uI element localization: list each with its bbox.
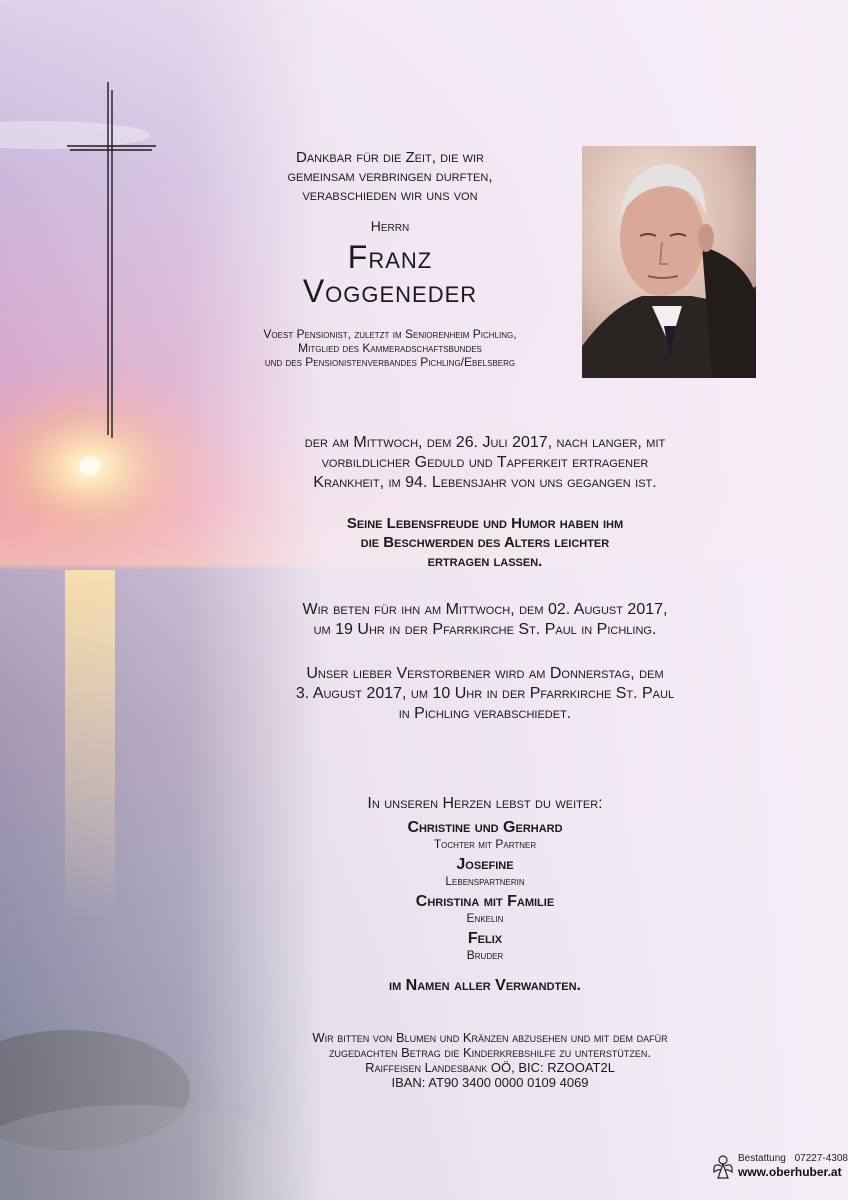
mourner-name: Felix bbox=[467, 930, 503, 947]
prayer-notice bbox=[220, 600, 750, 640]
hearts-line: In unseren Herzen lebst du weiter: bbox=[367, 795, 603, 812]
salutation: Herrn bbox=[370, 218, 410, 234]
tribute-line: die Beschwerden des Alters leichter bbox=[360, 534, 610, 551]
angel-logo-icon bbox=[712, 1154, 734, 1180]
logo-top-line bbox=[738, 1153, 848, 1164]
mourner-entry bbox=[290, 818, 680, 852]
footer-line: Wir bitten von Blumen und Kränzen abzusehen und mit dem dafür bbox=[312, 1030, 668, 1045]
footer-line: IBAN: AT90 3400 0000 0109 4069 bbox=[391, 1075, 589, 1090]
logo-company: Bestattung bbox=[738, 1153, 786, 1164]
mourner-entry bbox=[290, 929, 680, 963]
death-notice bbox=[240, 433, 730, 493]
mourner-relation: Lebenspartnerin bbox=[445, 874, 525, 888]
mourners-list bbox=[290, 818, 680, 966]
funeral-home-logo bbox=[712, 1152, 848, 1182]
footer-line: zugedachten Betrag die Kinderkrebshilfe zu unterstützen. bbox=[328, 1045, 652, 1060]
bio-line: und des Pensionistenverbandes Pichling/Ebelsberg bbox=[264, 355, 516, 369]
mourner-name: Christine und Gerhard bbox=[407, 819, 563, 836]
logo-website: www.oberhuber.at bbox=[738, 1165, 842, 1179]
tribute-line: Seine Lebensfreude und Humor haben ihm bbox=[346, 515, 624, 532]
donation-footer bbox=[220, 1030, 760, 1090]
intro-line: verabschieden wir uns von bbox=[302, 187, 478, 204]
intro-text bbox=[240, 148, 540, 205]
death-notice-line: vorbildlicher Geduld und Tapferkeit ertragener bbox=[321, 454, 649, 471]
portrait-photo bbox=[582, 146, 756, 378]
tribute-line: ertragen lassen. bbox=[427, 553, 543, 570]
bio-line: Voest Pensionist, zuletzt im Seniorenheim Pichling, bbox=[263, 327, 517, 341]
closing-line: im Namen aller Verwandten. bbox=[389, 977, 581, 994]
deceased-first-name: Franz bbox=[347, 239, 433, 275]
farewell-line: Unser lieber Verstorbener wird am Donnerstag, dem bbox=[306, 665, 664, 682]
intro-line: Dankbar für die Zeit, die wir bbox=[295, 149, 484, 166]
farewell-notice bbox=[220, 664, 750, 724]
prayer-line: Wir beten für ihn am Mittwoch, dem 02. August 2017, bbox=[302, 601, 668, 618]
cross-icon bbox=[64, 80, 164, 440]
deceased-last-name: Voggeneder bbox=[302, 273, 478, 309]
bio-line: Mitglied des Kammeradschaftsbundes bbox=[298, 341, 482, 355]
logo-phone: 07227-4308 bbox=[794, 1153, 848, 1164]
tribute bbox=[250, 514, 720, 571]
death-notice-line: Krankheit, im 94. Lebensjahr von uns gegangen ist. bbox=[313, 474, 657, 491]
death-notice-line: der am Mittwoch, dem 26. Juli 2017, nach langer, mit bbox=[304, 434, 666, 451]
footer-line: Raiffeisen Landesbank OÖ, BIC: RZOOAT2L bbox=[365, 1060, 615, 1075]
mourner-entry bbox=[290, 892, 680, 926]
biography bbox=[200, 327, 580, 369]
mourner-name: Christina mit Familie bbox=[415, 893, 555, 910]
mourner-relation: Enkelin bbox=[466, 911, 504, 925]
mourner-name: Josefine bbox=[456, 856, 514, 873]
mourner-entry bbox=[290, 855, 680, 889]
prayer-line: um 19 Uhr in der Pfarrkirche St. Paul in Pichling. bbox=[313, 621, 657, 638]
mourner-relation: Bruder bbox=[466, 948, 504, 962]
farewell-line: in Pichling verabschiedet. bbox=[398, 705, 572, 722]
intro-line: gemeinsam verbringen durften, bbox=[287, 168, 493, 185]
farewell-line: 3. August 2017, um 10 Uhr in der Pfarrkirche St. Paul bbox=[295, 685, 675, 702]
mourner-relation: Tochter mit Partner bbox=[433, 837, 537, 851]
